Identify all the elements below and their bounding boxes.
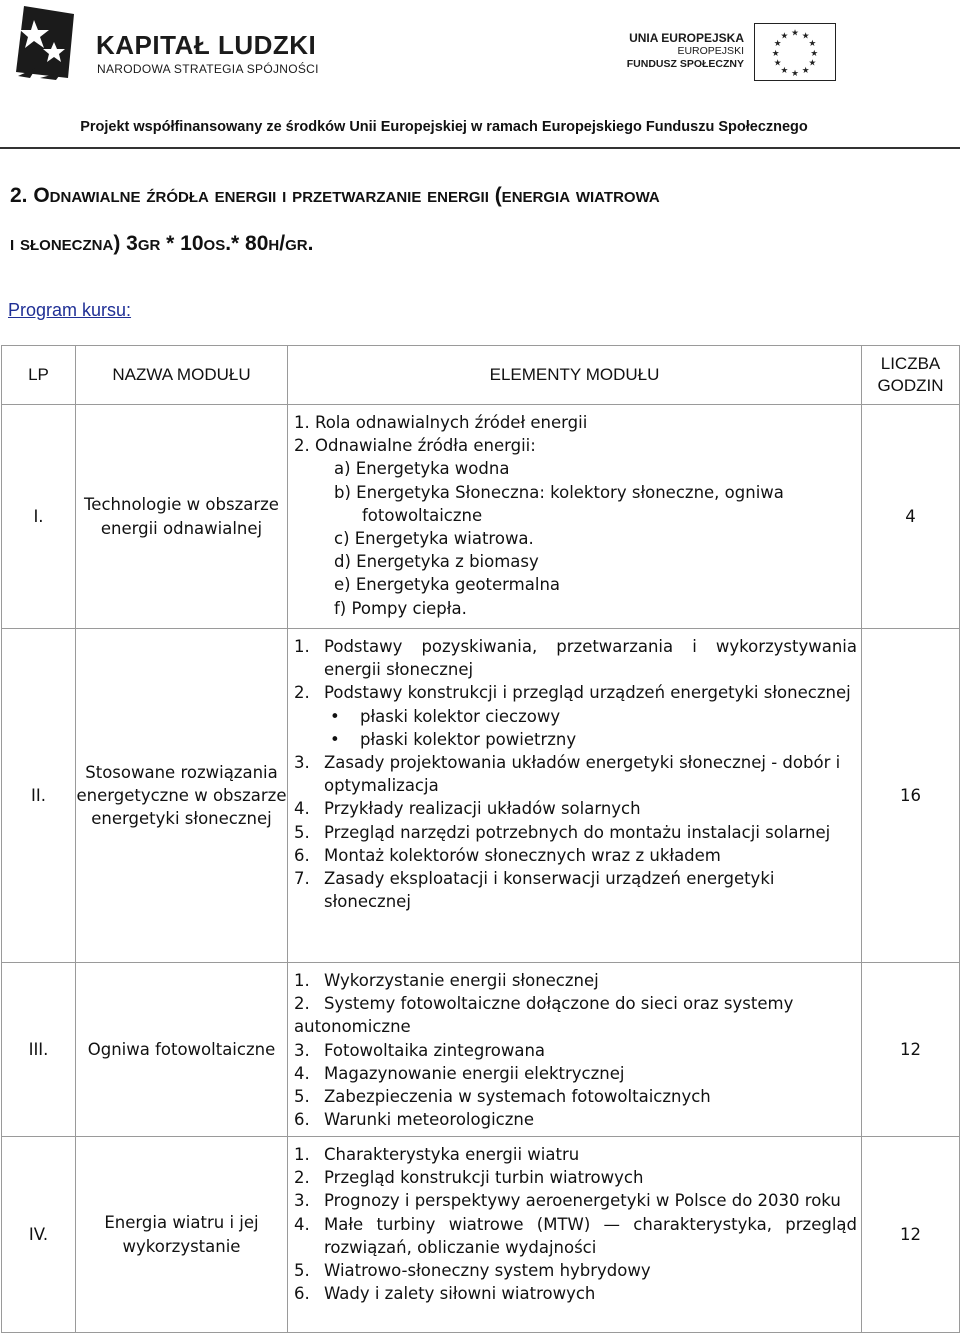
module-hours: 16 [862,629,960,963]
eu-label-line1: UNIA EUROPEJSKA [629,31,744,45]
list-item: c) Energetyka wiatrowa. [334,529,534,549]
module-name: Technologie w obszarze energii odnawialnej [76,405,288,629]
eu-label-line2: EUROPEJSKI [677,45,744,57]
module-elements [288,629,862,963]
list-item: 7. Zasady eksploatacji i konserwacji urządzeń energetyki słonecznej [294,869,775,912]
module-elements [288,405,862,629]
svg-text:★: ★ [801,66,810,77]
header-divider [0,147,960,149]
svg-text:★: ★ [773,58,782,69]
module-elements [288,963,862,1137]
list-item: e) Energetyka geotermalna [334,575,561,595]
list-item: 2. Podstawy konstrukcji i przegląd urządzeń energetyki słonecznej [294,683,851,703]
svg-text:★: ★ [801,31,810,42]
eu-flag-icon [754,23,836,81]
module-hours: 12 [862,963,960,1137]
svg-text:★: ★ [810,48,819,59]
header-hours: LICZBA GODZIN [862,346,960,405]
logo-subtitle: NARODOWA STRATEGIA SPÓJNOŚCI [97,62,319,76]
module-lp: I. [2,405,76,629]
module-hours: 4 [862,405,960,629]
module-name: Stosowane rozwiązania energetyczne w obszarze energetyki słonecznej [76,629,288,963]
svg-text:★: ★ [791,28,799,39]
module-elements [288,1137,862,1333]
module-hours: 12 [862,1137,960,1333]
list-item: 3. Fotowoltaika zintegrowana [294,1040,546,1060]
page-header [0,0,960,135]
list-item: 5. Wiatrowo-słoneczny system hybrydowy [294,1261,651,1281]
svg-text:★: ★ [780,66,789,77]
table-header-row [2,346,960,405]
list-item: a) Energetyka wodna [334,459,510,479]
module-lp: II. [2,629,76,963]
svg-text:★: ★ [773,39,782,50]
module-lp: III. [2,963,76,1137]
course-table [1,345,960,1333]
eu-label-line3: FUNDUSZ SPOŁECZNY [626,58,744,70]
list-item: • płaski kolektor powietrzny [330,728,857,751]
funding-note: Projekt współfinansowany ze środków Unii Europejskiej w ramach Europejskiego Funduszu Społecznego [80,119,808,135]
table-row [2,405,960,629]
module-name: Energia wiatru i jej wykorzystanie [76,1137,288,1333]
table-row [2,1137,960,1333]
module-name: Ogniwa fotowoltaiczne [76,963,288,1137]
list-item: 3. Zasady projektowania układów energetyki słonecznej - dobór i optymalizacja [294,753,841,796]
list-item: d) Energetyka z biomasy [334,552,539,572]
eu-label [627,32,744,71]
list-item: 4. Przykłady realizacji układów solarnych [294,799,641,819]
kapital-ludzki-logo-icon [10,2,82,82]
list-item: 1. Charakterystyka energii wiatru [294,1145,580,1164]
course-title-line2: i słoneczna) 3gr * 10os.* 80h/gr. [10,232,314,255]
list-item: 5. Zabezpieczenia w systemach fotowoltaicznych [294,1087,711,1107]
list-item: 1. Podstawy pozyskiwania, przetwarzania i wykorzystywania energii słonecznej [294,637,857,680]
header-lp: LP [2,346,76,405]
course-title [10,172,910,268]
table-row [2,963,960,1137]
table-row [2,629,960,963]
list-item: 2. Systemy fotowoltaiczne dołączone do sieci oraz systemy autonomiczne [294,994,794,1037]
svg-text:★: ★ [808,39,817,50]
list-item: 1. Wykorzystanie energii słonecznej [294,971,599,990]
course-title-line1: 2. Odnawialne źródła energii i przetwarzanie energii (energia wiatrowa [10,184,660,207]
list-item: 2. Przegląd konstrukcji turbin wiatrowych [294,1168,644,1188]
list-item: 5. Przegląd narzędzi potrzebnych do montażu instalacji solarnej [294,822,831,842]
list-item: fotowoltaiczne [362,505,483,525]
list-item: b) Energetyka Słoneczna: kolektory słoneczne, ogniwa [334,482,784,502]
svg-text:★: ★ [791,69,799,80]
list-item: 6. Montaż kolektorów słonecznych wraz z układem [294,845,721,865]
list-item: 6. Wady i zalety siłowni wiatrowych [294,1284,596,1304]
list-item: 4. Małe turbiny wiatrowe (MTW) — charakterystyka, przegląd rozwiązań, obliczanie wydajności [294,1214,857,1257]
svg-text:★: ★ [771,48,780,59]
svg-text:★: ★ [780,31,789,42]
list-item: 1. Rola odnawialnych źródeł energii [294,413,588,432]
list-item: f) Pompy ciepła. [334,598,467,618]
list-item: 3. Prognozy i perspektywy aeroenergetyki w Polsce do 2030 roku [294,1191,841,1211]
list-item: • płaski kolektor cieczowy [330,705,857,728]
program-label: Program kursu: [8,300,132,320]
svg-text:★: ★ [808,58,817,69]
list-item: 6. Warunki meteorologiczne [294,1110,534,1130]
logo-title: KAPITAŁ LUDZKI [96,30,317,60]
header-module-name: NAZWA MODUŁU [76,346,288,405]
list-item: 2. Odnawialne źródła energii: [294,436,536,456]
header-module-elements: ELEMENTY MODUŁU [288,346,862,405]
module-lp: IV. [2,1137,76,1333]
list-item: 4. Magazynowanie energii elektrycznej [294,1063,625,1083]
